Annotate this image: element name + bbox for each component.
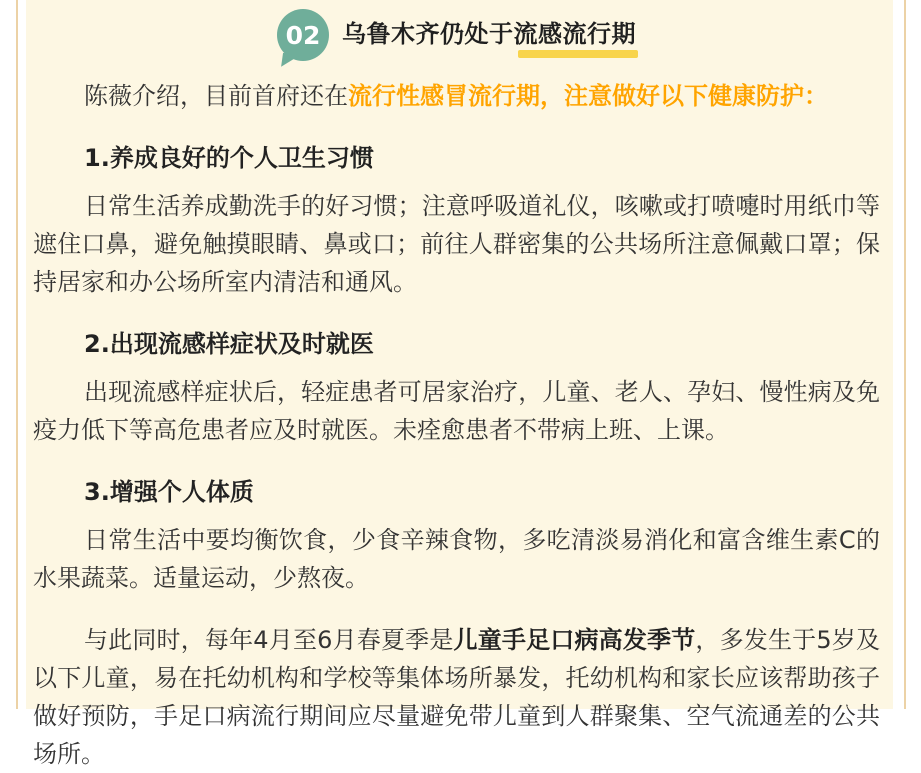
closing-bold-text: 儿童手足口病高发季节 (453, 626, 696, 654)
section-3-body: 日常生活中要均衡饮食，少食辛辣食物，多吃清淡易消化和富含维生素C的水果蔬菜。适量运动，少熬夜。 (33, 526, 880, 592)
section-2-heading: 2.出现流感样症状及时就医 (84, 330, 374, 358)
section-number-badge (277, 9, 329, 61)
section-header (33, 0, 880, 61)
section-title-highlight-text: 流感流行期 (513, 20, 636, 49)
right-border-rule (904, 0, 906, 709)
closing-prefix-text: 与此同时，每年4月至6月春夏季是 (84, 626, 454, 654)
section-title (342, 19, 636, 50)
intro-paragraph (33, 77, 880, 115)
section-title-highlight (514, 19, 637, 50)
intro-prefix-text: 陈薇介绍，目前首府还在 (84, 82, 348, 110)
left-border-rule (16, 0, 18, 709)
section-1-heading: 1.养成良好的个人卫生习惯 (84, 144, 374, 172)
section-number-text: 02 (285, 20, 321, 50)
intro-highlight-text: 流行性感冒流行期，注意做好以下健康防护： (348, 82, 828, 110)
section-3-heading: 3.增强个人体质 (84, 478, 254, 506)
section-title-plain: 乌鲁木齐仍处于 (342, 20, 514, 49)
section-2-body: 出现流感样症状后，轻症患者可居家治疗，儿童、老人、孕妇、慢性病及免疫力低下等高危患者应及时就医。未痊愈患者不带病上班、上课。 (33, 378, 880, 444)
speech-bubble-tail (281, 53, 300, 69)
closing-paragraph (33, 621, 880, 773)
section-1-body: 日常生活养成勤洗手的好习惯；注意呼吸道礼仪，咳嗽或打喷嚏时用纸巾等遮住口鼻，避免触摸眼睛、鼻或口；前往人群密集的公共场所注意佩戴口罩；保持居家和办公场所室内清洁和通风。 (33, 192, 880, 296)
article-panel (26, 0, 893, 768)
closing-suffix-text: ，多发生于5岁及以下儿童，易在托幼机构和学校等集体场所暴发，托幼机构和家长应该帮助孩子做好预防，手足口病流行期间应尽量避免带儿童到人群聚集、空气流通差的公共场所。 (33, 626, 880, 768)
yellow-underline-decoration (518, 50, 639, 58)
